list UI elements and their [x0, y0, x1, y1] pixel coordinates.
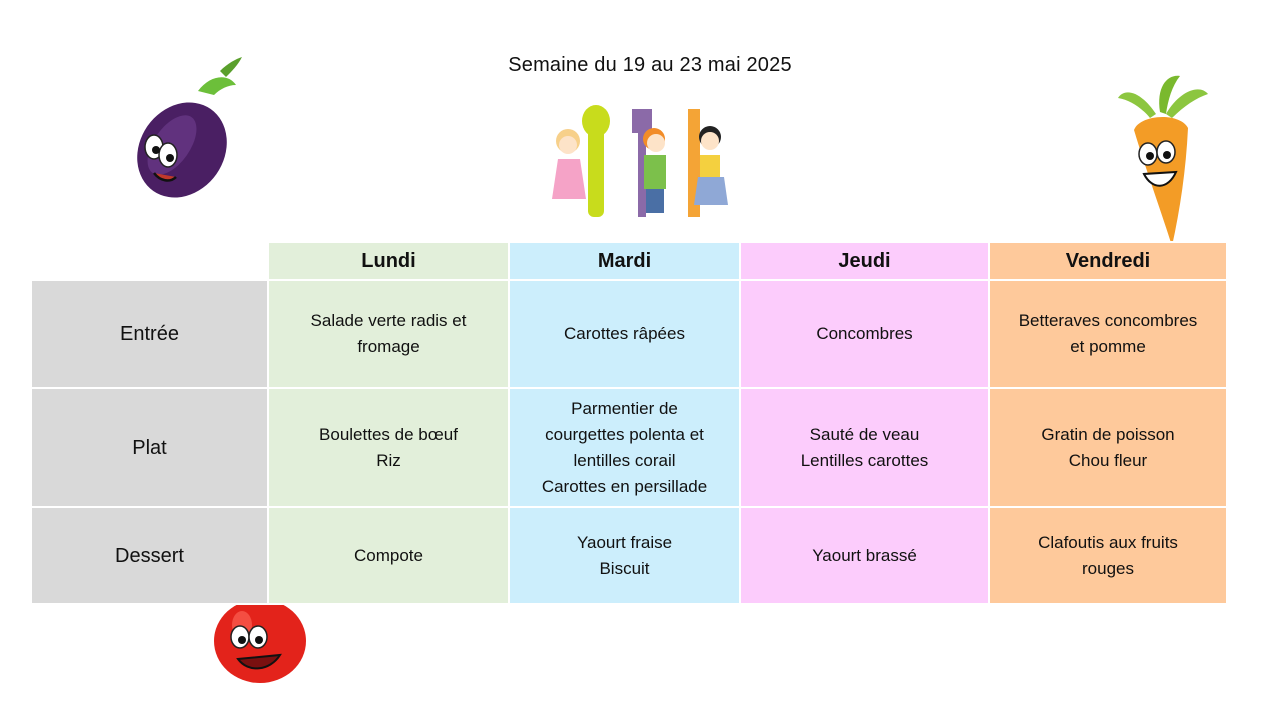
menu-cell	[989, 280, 1227, 388]
dish-line: Biscuit	[599, 558, 650, 578]
day-header: Vendredi	[989, 242, 1227, 280]
menu-cell	[268, 280, 509, 388]
menu-cell	[268, 388, 509, 507]
dish-line: et pomme	[1070, 337, 1146, 356]
header-corner	[31, 242, 268, 280]
day-header: Mardi	[509, 242, 740, 280]
header-row	[31, 242, 1227, 280]
day-header: Jeudi	[740, 242, 989, 280]
menu-table	[30, 241, 1228, 605]
dish-line: Gratin de poisson	[1041, 424, 1175, 444]
menu-cell	[989, 388, 1227, 507]
menu-cell	[509, 388, 740, 507]
menu-cell	[509, 280, 740, 388]
dish-line: Concombres	[816, 324, 913, 343]
carrot-icon	[1110, 70, 1220, 250]
menu-cell	[740, 280, 989, 388]
table-row	[31, 388, 1227, 507]
dish-line: Salade verte radis et	[310, 311, 467, 330]
row-label: Dessert	[31, 507, 268, 604]
dish-line: Boulettes de bœuf	[319, 424, 458, 444]
dish-line: rouges	[1082, 558, 1134, 578]
page-title: Semaine du 19 au 23 mai 2025	[508, 54, 792, 76]
dish-line: Compote	[354, 545, 423, 565]
dish-line: fromage	[357, 337, 420, 356]
dish-line: Parmentier de	[571, 398, 678, 418]
dish-line: Yaourt fraise	[576, 532, 673, 552]
dish-line: Betteraves concombres	[1018, 311, 1198, 330]
menu-cell	[740, 388, 989, 507]
dish-line: Carottes râpées	[564, 324, 685, 343]
dish-line: lentilles corail	[573, 450, 676, 470]
row-label: Plat	[31, 388, 268, 507]
dish-line: Yaourt brassé	[812, 545, 917, 565]
row-label: Entrée	[31, 280, 268, 388]
menu-cell	[268, 507, 509, 604]
table-row	[31, 280, 1227, 388]
dish-line: Chou fleur	[1068, 450, 1148, 470]
menu-cell	[740, 507, 989, 604]
dish-line: courgettes polenta et	[545, 424, 704, 444]
menu-cell	[509, 507, 740, 604]
dish-line: Riz	[376, 450, 401, 470]
dish-line: Lentilles carottes	[800, 450, 929, 470]
dish-line: Carottes en persillade	[541, 476, 708, 496]
dish-line: Clafoutis aux fruits	[1038, 532, 1178, 552]
menu-cell	[989, 507, 1227, 604]
table-row	[31, 507, 1227, 604]
eggplant-icon	[128, 55, 248, 205]
dish-line: Sauté de veau	[809, 424, 920, 444]
day-header: Lundi	[268, 242, 509, 280]
kids-cutlery-icon	[550, 105, 730, 220]
